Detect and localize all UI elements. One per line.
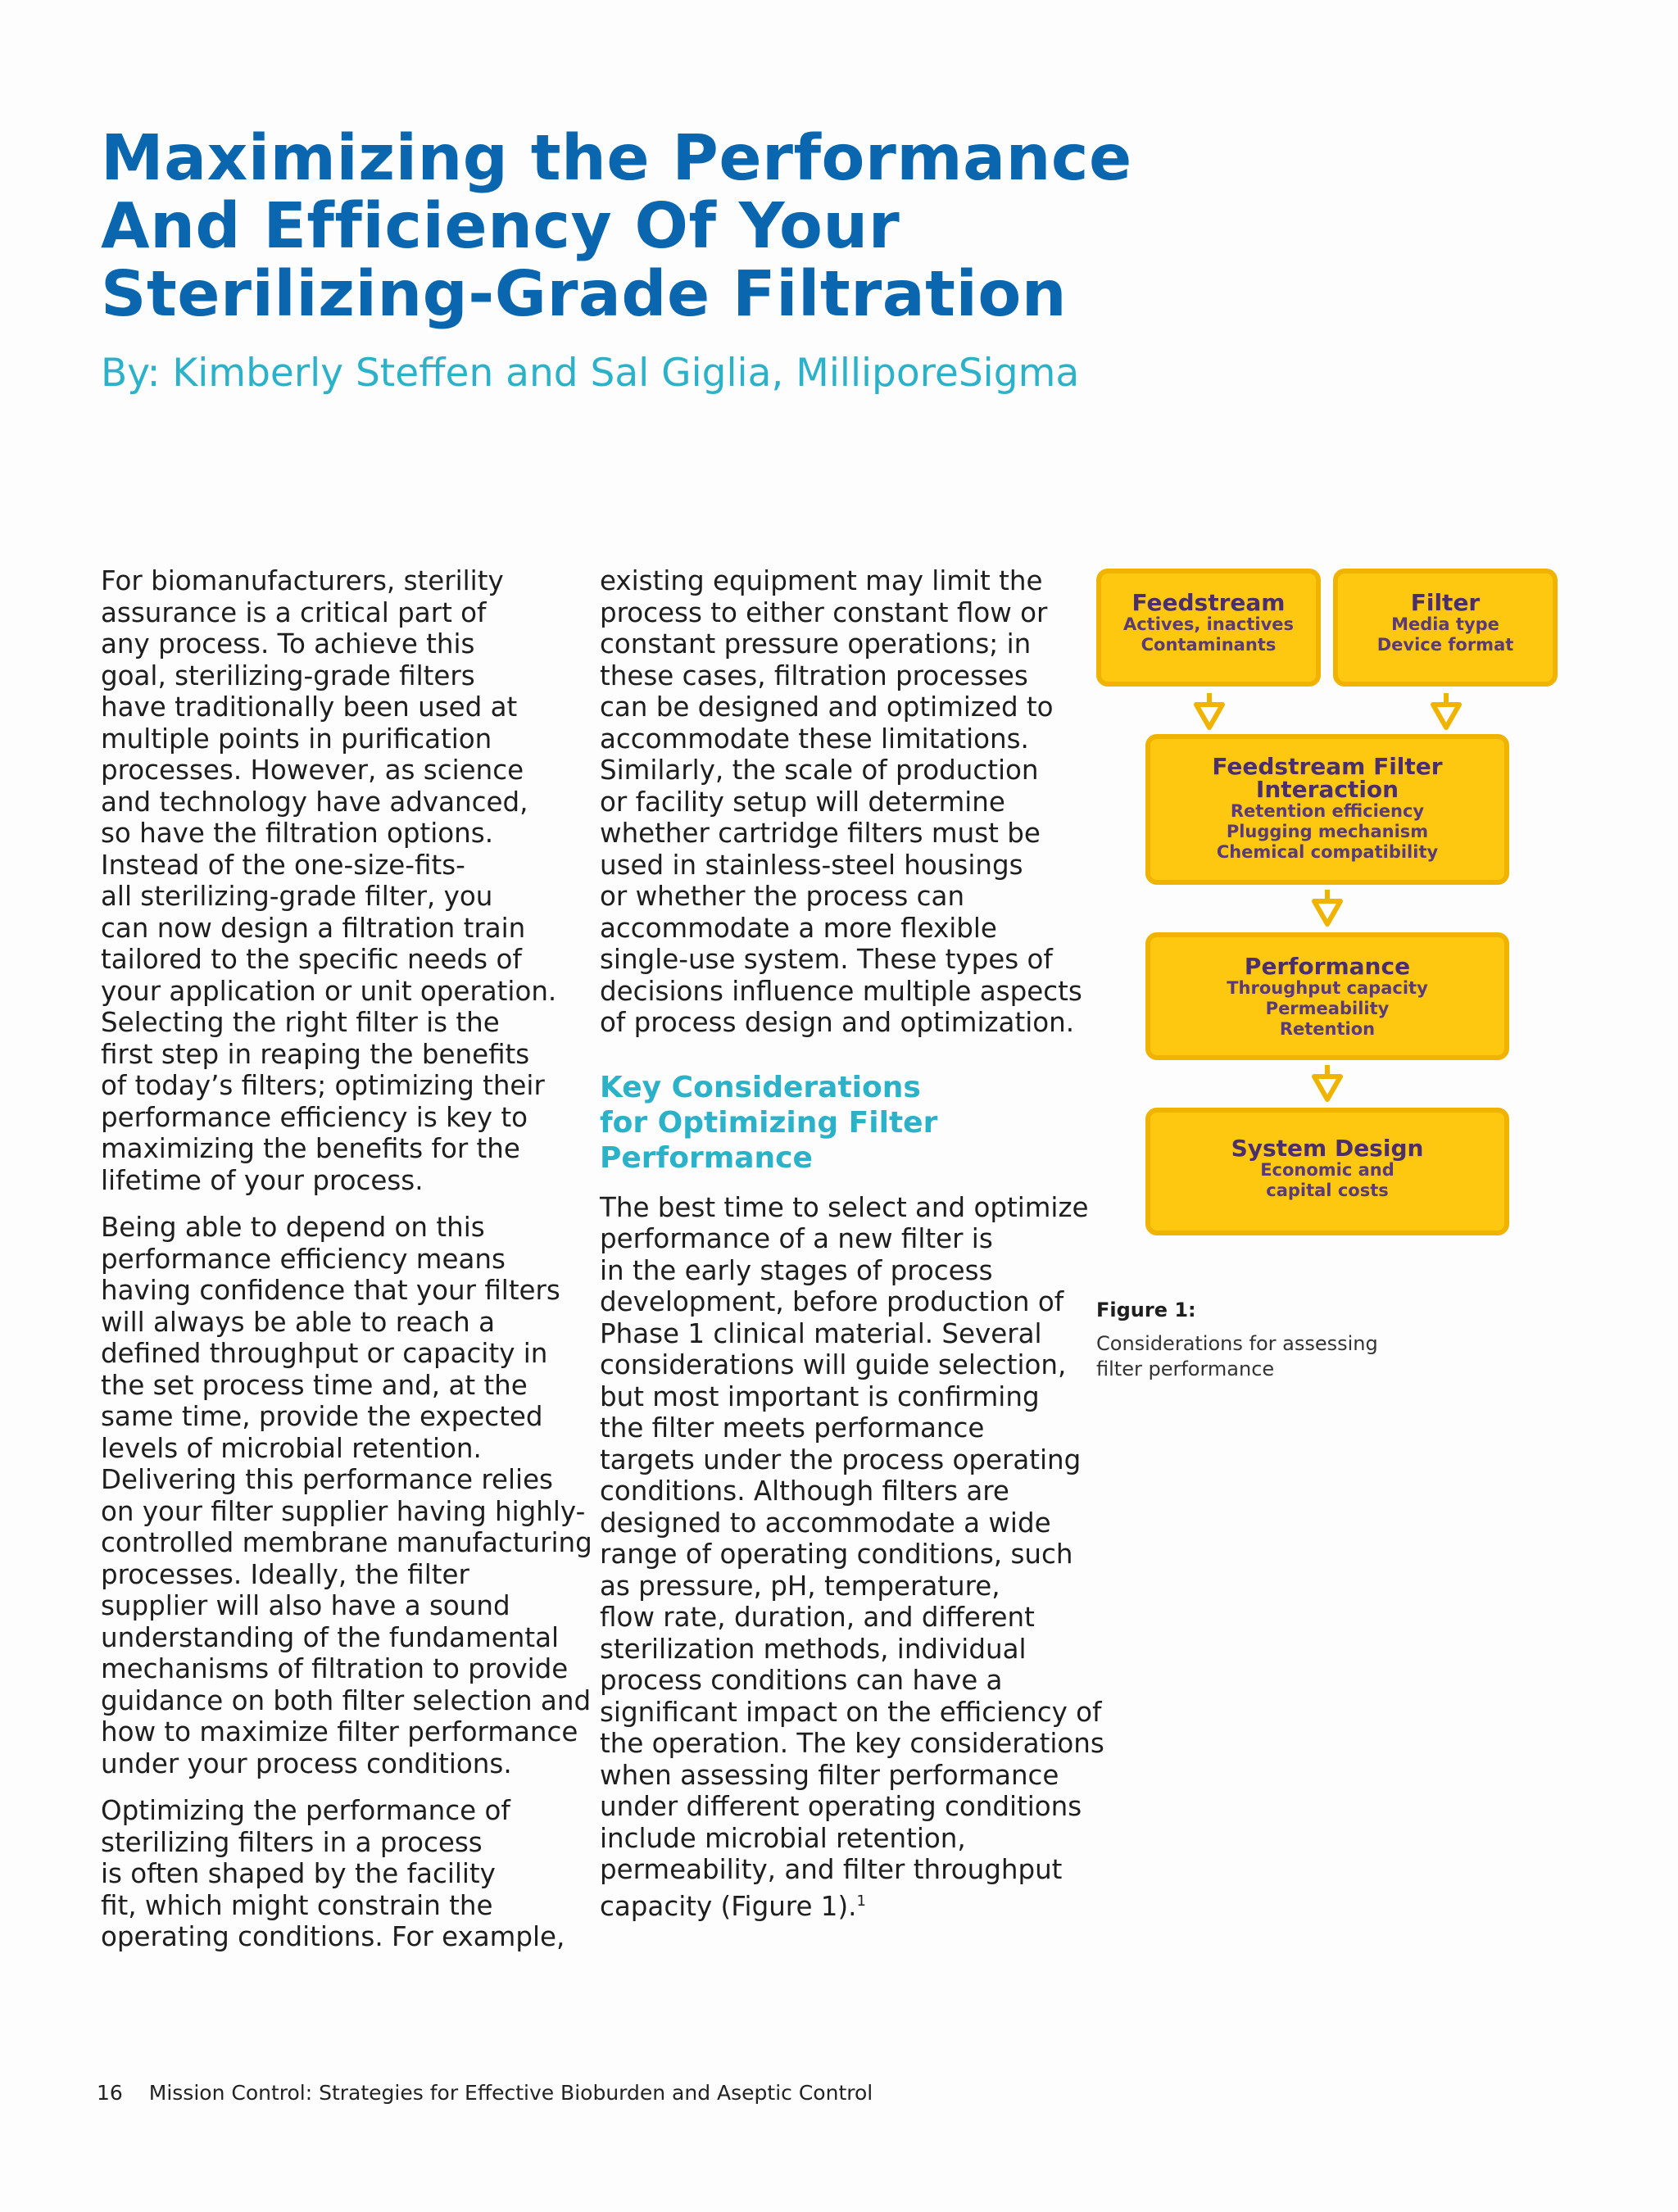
page-footer <box>97 2081 873 2105</box>
paragraph <box>600 1191 1104 1922</box>
last-line-text: capacity (Figure 1). <box>600 1890 857 1922</box>
box-title: Feedstream <box>1132 589 1286 616</box>
box-line: Retention efficiency <box>1230 801 1425 821</box>
text-line: first step in reaping the benefits <box>101 1038 530 1070</box>
text-line: process conditions can have a <box>600 1665 1003 1696</box>
text-line: the operation. The key considerations <box>600 1728 1104 1759</box>
text-line: Performance <box>600 1140 813 1175</box>
text-line: of process design and optimization. <box>600 1007 1075 1038</box>
text-line: as pressure, pH, temperature, <box>600 1570 1000 1602</box>
text-line: Instead of the one-size-fits- <box>101 849 465 881</box>
text-line: Selecting the right filter is the <box>101 1007 500 1038</box>
text-line: Key Considerations <box>600 1070 921 1104</box>
text-line: fit, which might constrain the <box>101 1889 493 1921</box>
box-title: Filter <box>1410 589 1481 616</box>
paragraph <box>101 1795 576 1953</box>
text-line: sterilization methods, individual <box>600 1633 1027 1665</box>
text-line: the filter meets performance <box>600 1412 985 1444</box>
text-line: under your process conditions. <box>101 1747 512 1779</box>
arrow-down-icon <box>1311 1065 1344 1104</box>
title-line: Maximizing the Performance <box>101 122 1132 195</box>
box-title: System Design <box>1231 1135 1424 1162</box>
text-line: any process. To achieve this <box>101 628 475 660</box>
text-line: tailored to the specific needs of <box>101 944 522 975</box>
paragraph-last-line <box>600 1886 1091 1922</box>
system-design-box <box>1145 1108 1509 1235</box>
caption-line: filter performance <box>1096 1358 1275 1380</box>
text-line: of today’s filters; optimizing their <box>101 1070 545 1101</box>
interaction-box <box>1145 734 1509 885</box>
text-line: is often shaped by the facility <box>101 1858 496 1889</box>
text-line: used in stainless-steel housings <box>600 849 1023 881</box>
text-line: assurance is a critical part of <box>101 596 487 628</box>
text-line: constant pressure operations; in <box>600 628 1032 660</box>
text-line: controlled membrane manufacturing <box>101 1527 592 1558</box>
text-line: lifetime of your process. <box>101 1164 424 1196</box>
text-line: permeability, and filter throughput <box>600 1854 1063 1885</box>
text-line: the set process time and, at the <box>101 1369 528 1401</box>
text-line: goal, sterilizing-grade filters <box>101 660 475 691</box>
text-line: have traditionally been used at <box>101 691 518 723</box>
text-line: development, before production of <box>600 1286 1064 1317</box>
box-title: Feedstream Filter <box>1212 753 1443 780</box>
box-line: capital costs <box>1266 1181 1389 1200</box>
text-line: or whether the process can <box>600 881 965 912</box>
text-line: For biomanufacturers, sterility <box>101 565 504 596</box>
text-line: same time, provide the expected <box>101 1401 543 1432</box>
text-line: operating conditions. For example, <box>101 1921 565 1952</box>
text-line: understanding of the fundamental <box>101 1621 560 1653</box>
title-line: And Efficiency Of Your <box>101 190 900 263</box>
text-line: having confidence that your filters <box>101 1275 560 1306</box>
footnote-ref: 1 <box>856 1892 866 1910</box>
text-line: Optimizing the performance of <box>101 1795 510 1826</box>
text-line: and technology have advanced, <box>101 786 528 818</box>
text-line: Being able to depend on this <box>101 1212 485 1243</box>
text-line: in the early stages of process <box>600 1254 993 1286</box>
text-line: include microbial retention, <box>600 1822 966 1854</box>
box-line: Media type <box>1391 614 1499 634</box>
text-line: multiple points in purification <box>101 723 492 755</box>
text-line: or facility setup will determine <box>600 786 1005 818</box>
box-line: Device format <box>1376 635 1514 655</box>
text-line: all sterilizing-grade filter, you <box>101 881 493 912</box>
body-column-1 <box>101 565 592 1969</box>
text-line: performance efficiency is key to <box>101 1101 528 1133</box>
text-line: mechanisms of filtration to provide <box>101 1653 569 1684</box>
text-line: on your filter supplier having highly- <box>101 1495 586 1527</box>
arrow-down-icon <box>1311 890 1344 929</box>
text-line: will always be able to reach a <box>101 1306 496 1338</box>
box-title: Interaction <box>1255 776 1399 803</box>
box-line: Throughput capacity <box>1227 978 1428 998</box>
text-line: flow rate, duration, and different <box>600 1602 1035 1633</box>
text-line: performance of a new filter is <box>600 1223 993 1254</box>
box-line: Permeability <box>1265 999 1390 1018</box>
text-line: so have the filtration options. <box>101 818 494 849</box>
text-line: under different operating conditions <box>600 1791 1082 1822</box>
text-line: guidance on both filter selection and <box>101 1684 592 1716</box>
paragraph <box>600 565 1091 1039</box>
box-title: Performance <box>1244 953 1411 980</box>
byline: By: Kimberly Steffen and Sal Giglia, MilliporeSigma <box>101 351 1080 396</box>
box-line: Actives, inactives <box>1122 614 1295 634</box>
text-line: how to maximize filter performance <box>101 1716 578 1747</box>
text-line: processes. However, as science <box>101 755 524 786</box>
text-line: range of operating conditions, such <box>600 1539 1073 1570</box>
caption-line: Considerations for assessing <box>1096 1332 1378 1355</box>
text-line: accommodate a more flexible <box>600 912 997 944</box>
text-line: these cases, filtration processes <box>600 660 1028 691</box>
text-line: process to either constant flow or <box>600 596 1048 628</box>
text-line: can now design a filtration train <box>101 912 526 944</box>
text-line: single-use system. These types of <box>600 944 1053 975</box>
text-line: when assessing filter performance <box>600 1759 1059 1791</box>
performance-box <box>1145 932 1509 1060</box>
text-line: existing equipment may limit the <box>600 565 1043 596</box>
figure-caption <box>1096 1331 1378 1382</box>
text-line: defined throughput or capacity in <box>101 1338 548 1369</box>
paragraph <box>101 1212 592 1779</box>
text-line: whether cartridge filters must be <box>600 818 1041 849</box>
feedstream-box <box>1096 569 1321 687</box>
figure-label: Figure 1: <box>1096 1299 1196 1321</box>
box-line: Contaminants <box>1141 635 1277 655</box>
box-line: Retention <box>1279 1019 1376 1039</box>
text-line: sterilizing filters in a process <box>101 1826 483 1858</box>
paragraph <box>101 565 576 1196</box>
text-line: decisions influence multiple aspects <box>600 975 1082 1007</box>
paragraph-lines <box>600 1191 1104 1886</box>
text-line: processes. Ideally, the filter <box>101 1558 469 1590</box>
text-line: can be designed and optimized to <box>600 691 1054 723</box>
text-line: supplier will also have a sound <box>101 1590 510 1621</box>
box-line: Plugging mechanism <box>1226 822 1429 841</box>
page-number: 16 <box>97 2081 123 2105</box>
text-line: targets under the process operating <box>600 1444 1082 1475</box>
text-line: Delivering this performance relies <box>101 1464 553 1495</box>
publication-name: Mission Control: Strategies for Effective Bioburden and Aseptic Control <box>148 2081 873 2105</box>
text-line: conditions. Although filters are <box>600 1475 1009 1507</box>
text-line: designed to accommodate a wide <box>600 1507 1051 1539</box>
text-line: levels of microbial retention. <box>101 1432 482 1464</box>
text-line: significant impact on the efficiency of <box>600 1696 1102 1728</box>
arrow-down-icon <box>1193 693 1226 732</box>
article-title <box>101 122 1132 331</box>
box-line: Economic and <box>1260 1160 1395 1180</box>
text-line: Phase 1 clinical material. Several <box>600 1317 1042 1349</box>
text-line: maximizing the benefits for the <box>101 1133 520 1164</box>
title-line: Sterilizing-Grade Filtration <box>101 258 1068 331</box>
box-line: Chemical compatibility <box>1216 842 1439 862</box>
text-line: The best time to select and optimize <box>600 1191 1089 1223</box>
arrow-down-icon <box>1430 693 1463 732</box>
filter-box <box>1333 569 1558 687</box>
text-line: Similarly, the scale of production <box>600 755 1039 786</box>
text-line: considerations will guide selection, <box>600 1349 1067 1380</box>
text-line: for Optimizing Filter <box>600 1105 938 1140</box>
text-line: your application or unit operation. <box>101 975 557 1007</box>
body-column-2 <box>600 565 1104 1938</box>
text-line: performance efficiency means <box>101 1243 506 1275</box>
text-line: but most important is confirming <box>600 1380 1040 1412</box>
text-line: accommodate these limitations. <box>600 723 1029 755</box>
section-heading <box>600 1070 1091 1176</box>
